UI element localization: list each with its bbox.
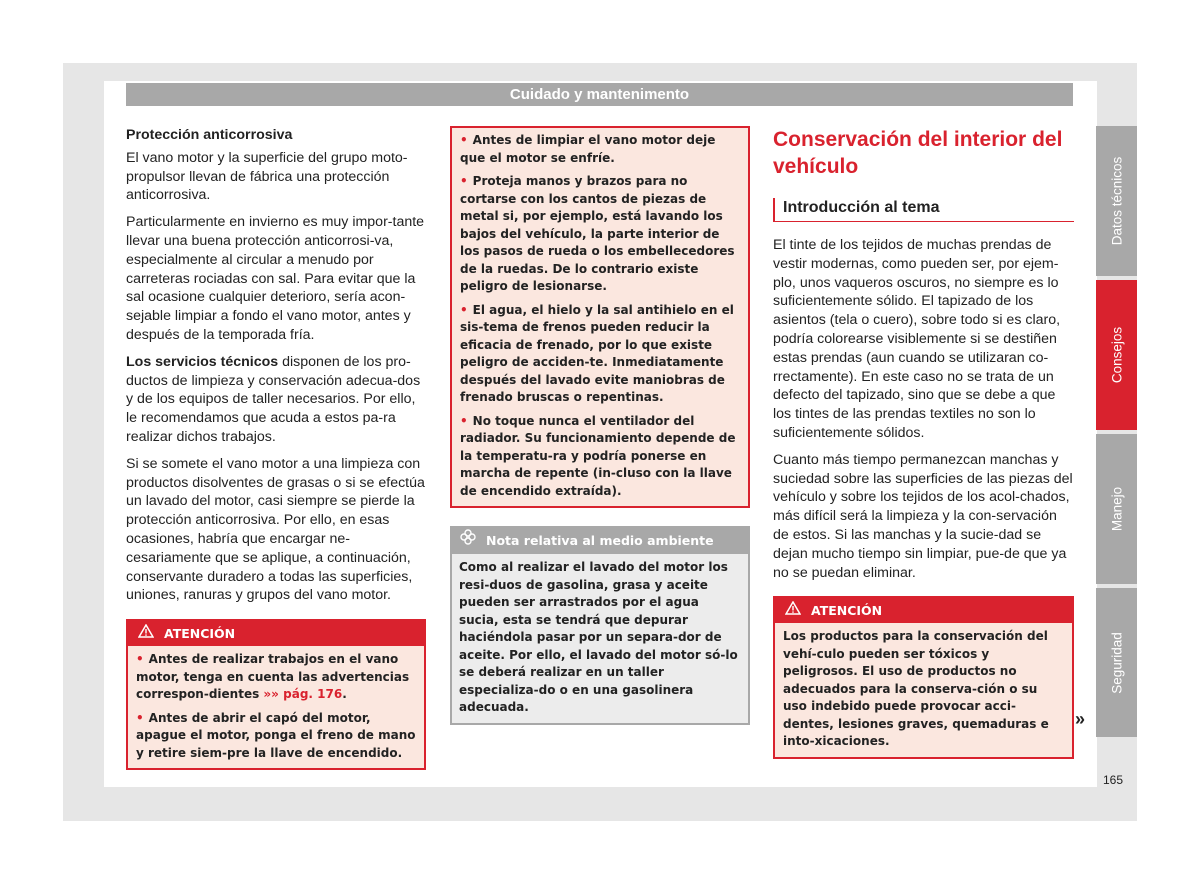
bullet-icon: •: [460, 133, 468, 147]
warning-item-text: No toque nunca el ventilador del radiador. Su funcionamiento depende de la temperatu-ra y podría ponerse en marcha de repente (in-cluso con la llave de encendido extraída).: [460, 413, 736, 498]
note-title: Nota relativa al medio ambiente: [486, 533, 714, 548]
warning-header: [128, 621, 424, 646]
paragraph: Particularmente en invierno es muy impor-tante llevar una buena protección anticorrosi-va, especialmente al circular a menudo por carreteras rociadas con sal. Para evitar que la sal ocasione cualquier deterioro, sería acon-sejable limpiar a fondo el vano motor, antes y después de la temporada fría.: [126, 214, 425, 343]
warning-item: [460, 413, 740, 501]
warning-item-text: Proteja manos y brazos para no cortarse con los cantos de piezas de metal si, por ejemplo, está lavando los bajos del vehículo, la parte interior de los pasos de rueda o los embellecedores de la ruedas. De lo contrario existe peligro de lesionarse.: [460, 174, 735, 293]
note-header: [452, 528, 748, 554]
warning-box: [773, 596, 1074, 759]
side-tab-label: Manejo: [1109, 486, 1124, 532]
paragraph-text: disponen de los pro-ductos de limpieza y conservación adecua-dos y de los equipos de taller necesarios. Por ello, le recomendamos que acuda a estos pa-ra realizar dichos trabajos.: [126, 353, 421, 445]
section-heading: Protección anticorrosiva: [126, 127, 293, 143]
bullet-icon: •: [136, 652, 144, 667]
paragraph: El tinte de los tejidos de muchas prendas de vestir modernas, como pueden ser, por ejem-plo, unos vaqueros oscuros, no siempre es lo suficientemente sólido. El tapizado de los asientos (tela o cuero), sobre todo si es claro, podría colorearse visiblemente si se destiñen estas prendas (aun cuando se utilizaran co-rrectamente). En este caso no se trata de un defecto del tapizado, sino que se debe a que los tintes de las prendas textiles no son lo suficientemente sólidos.: [773, 237, 1061, 441]
warning-body: Los productos para la conservación del vehí-culo pueden ser tóxicos y peligrosos. El uso de productos no adecuados para la conserva-ción o su uso indebido puede provocar acci-dentes, lesiones graves, quemaduras e into-xicaciones.: [783, 629, 1049, 749]
side-tab-label: Seguridad: [1109, 631, 1124, 694]
section-header: Cuidado y mantenimento: [126, 83, 1073, 106]
side-tab-label: Consejos: [1109, 326, 1124, 384]
note-body: Como al realizar el lavado del motor los resi-duos de gasolina, grasa y aceite pueden ser arrastrados por el agua sucia, esta se tendrá que depurar haciéndola pasar por un separa-dor de aceite. Por ello, el lavado del motor só-lo se deberá realizar en un taller especializa-do o en una gasolinera adecuada.: [459, 560, 738, 714]
page-number: 165: [1102, 773, 1123, 787]
warning-item: [136, 651, 416, 704]
warning-item: [460, 132, 740, 167]
side-tab-seguridad[interactable]: [1096, 588, 1137, 737]
paragraph: Cuanto más tiempo permanezcan manchas y suciedad sobre las superficies de las piezas del vehículo y sobre los tejidos de los acol-chados, más difícil será la limpieza y la con-servación de estos. Si las manchas y la sucie-dad se dejan mucho tiempo sin limpiar, pue-de que ya no se puedan eliminar.: [773, 451, 1073, 581]
side-tab-datos-tecnicos[interactable]: [1096, 126, 1137, 276]
paragraph-lead: Los servicios técnicos: [126, 353, 279, 370]
page-reference-arrows: »»: [263, 687, 279, 702]
side-tab-consejos[interactable]: [1096, 280, 1137, 430]
paragraph: Si se somete el vano motor a una limpieza con productos disolventes de grasas o si se efectúa un lavado del motor, casi siempre se pierde la protección anticorrosiva. Por ello, en esas ocasiones, habría que encargar ne-cesariamente que se aplique, a continuación, conservante duradero a todas las superficies, uniones, ranuras y grupos del vano motor.: [126, 455, 425, 604]
warning-title: ATENCIÓN: [811, 603, 883, 619]
side-tab-manejo[interactable]: [1096, 434, 1137, 584]
column-left: [126, 126, 426, 770]
flower-icon: [460, 528, 476, 554]
bullet-icon: •: [460, 174, 468, 188]
paragraph: [126, 353, 426, 447]
warning-item-text: El agua, el hielo y la sal antihielo en el sis-tema de frenos pueden reducir la eficacia de frenado, por lo que existe peligro de acciden-te. Inmediatamente después del lavado evite maniobras de frenado bruscas o repentinas.: [460, 302, 734, 404]
warning-body: [452, 128, 748, 506]
warning-triangle-icon: [785, 598, 801, 623]
bullet-icon: •: [460, 302, 468, 317]
warning-item: [460, 302, 740, 407]
warning-item-text: Antes de limpiar el vano motor deje que el motor se enfríe.: [460, 133, 716, 165]
environment-note-box: [450, 526, 750, 725]
warning-item-end: .: [342, 687, 347, 702]
chapter-title: Conservación del interior del vehículo: [773, 128, 1063, 178]
bullet-icon: •: [136, 710, 144, 725]
warning-triangle-icon: [138, 621, 154, 646]
column-middle: [450, 126, 750, 725]
section-subtitle: Introducción al tema: [773, 198, 1074, 222]
warning-item-text: Antes de abrir el capó del motor, apague el motor, ponga el freno de mano y retire siem-pre la llave de encendido.: [136, 710, 416, 760]
bullet-icon: •: [460, 413, 468, 428]
warning-box-continued: [450, 126, 750, 508]
continue-arrow-icon: »: [1075, 709, 1086, 729]
warning-title: ATENCIÓN: [164, 626, 236, 642]
warning-box: [126, 619, 426, 770]
warning-item: [136, 710, 416, 763]
warning-item: [460, 173, 740, 296]
page-reference-link[interactable]: pág. 176: [283, 687, 343, 702]
paragraph: El vano motor y la superficie del grupo moto-propulsor llevan de fábrica una protección anticorrosiva.: [126, 149, 408, 204]
column-right: [773, 126, 1074, 759]
warning-body: [128, 646, 424, 768]
warning-item-text: Antes de realizar trabajos en el vano motor, tenga en cuenta las advertencias correspon-dientes: [136, 652, 410, 702]
side-tab-label: Datos técnicos: [1109, 156, 1124, 246]
warning-header: [775, 598, 1072, 623]
